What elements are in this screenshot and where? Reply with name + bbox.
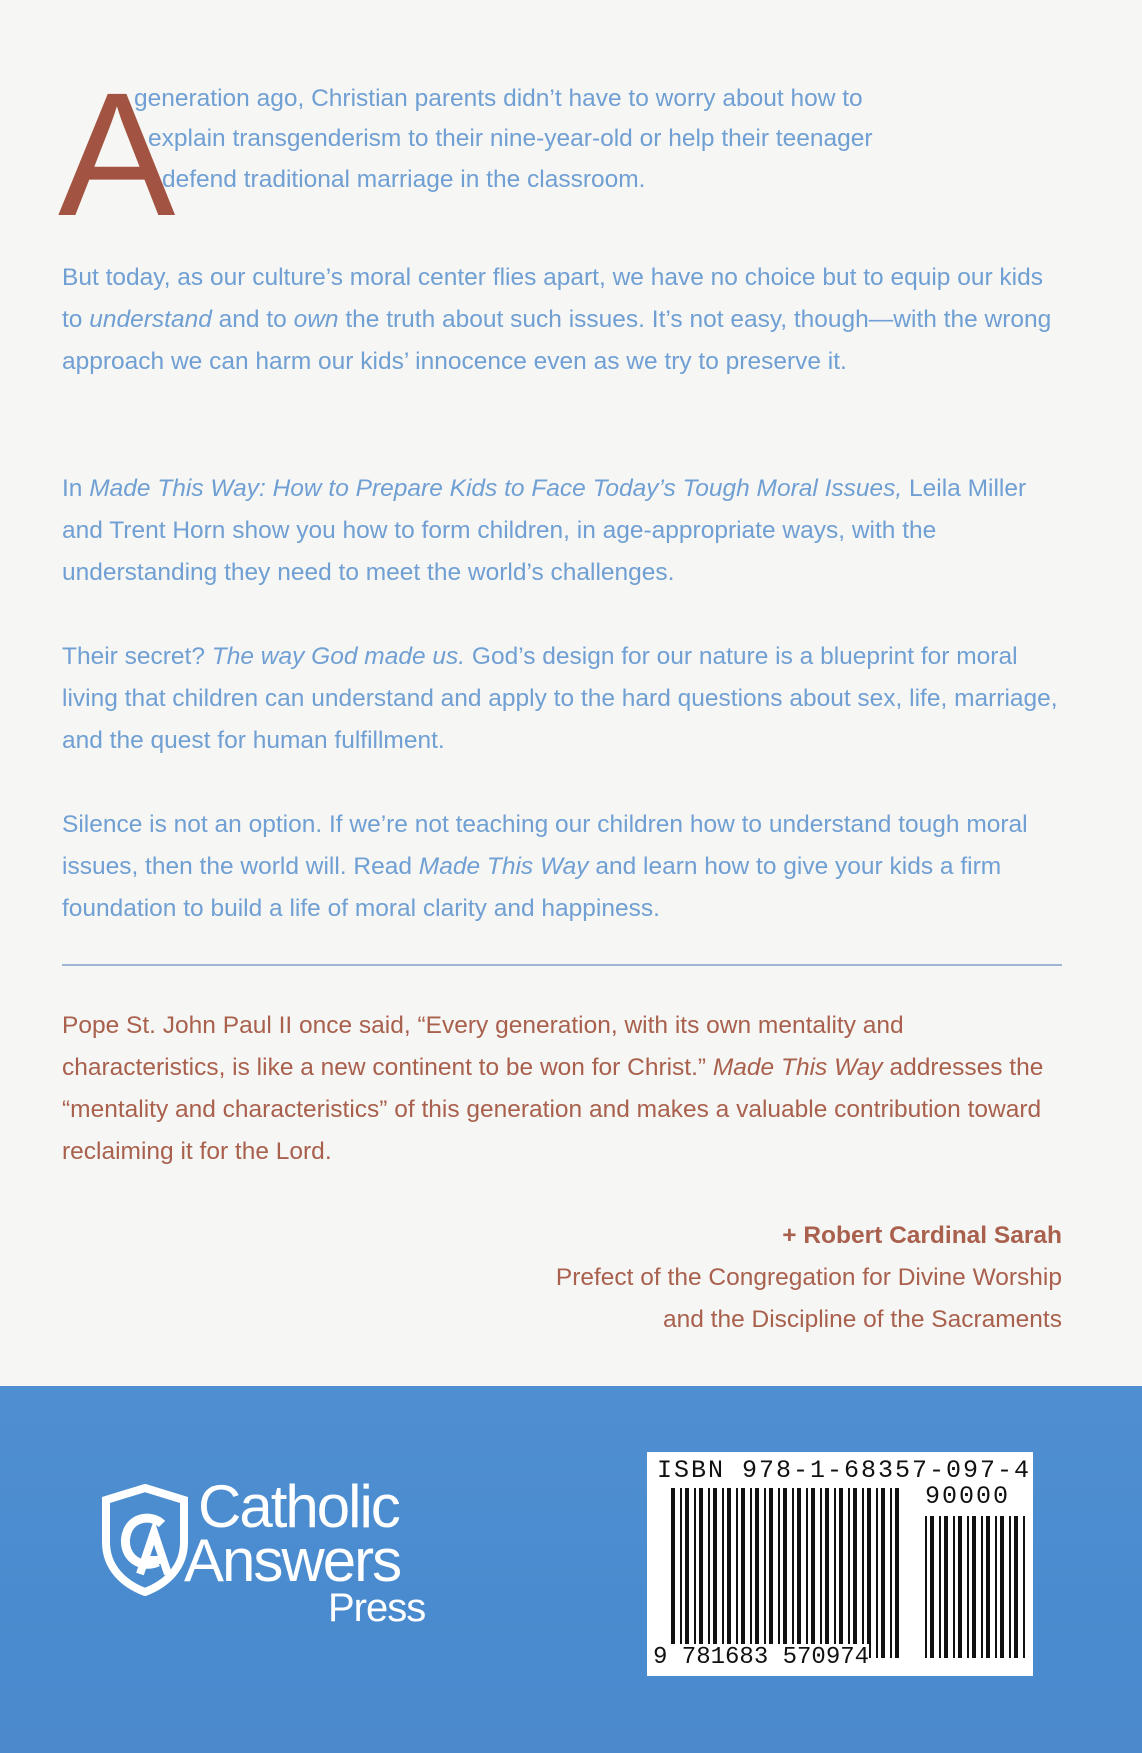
barcode-bar	[764, 1488, 766, 1658]
barcode-bar	[797, 1488, 801, 1658]
barcode-bar	[694, 1488, 696, 1658]
barcode-bar	[680, 1488, 682, 1658]
barcode-bar	[699, 1488, 703, 1658]
endorser-title-2: and the Discipline of the Sacraments	[662, 1306, 1062, 1333]
barcode-bar	[986, 1516, 990, 1658]
barcode-bar	[708, 1488, 710, 1658]
barcode-bar	[953, 1516, 955, 1658]
barcode-bar	[890, 1488, 892, 1658]
barcode-bar	[806, 1488, 808, 1658]
barcode-bar	[713, 1488, 717, 1658]
barcode-bar	[958, 1516, 962, 1658]
barcode-bar	[862, 1488, 864, 1658]
shield-logo-icon	[100, 1484, 190, 1596]
endorser-name: + Robert Cardinal Sarah	[782, 1222, 1062, 1249]
barcode-bar	[995, 1516, 997, 1658]
barcode-bar	[685, 1488, 689, 1658]
barcode-bar	[736, 1488, 738, 1658]
barcode-bar	[783, 1488, 787, 1658]
intro-line-2: explain transgenderism to their nine-year-old or help their teenager	[148, 125, 873, 152]
barcode-bar	[925, 1516, 927, 1658]
endorsement-quote: Pope St. John Paul II once said, “Every generation, with its own mentality and characteristics, is like a new continent to be won for Christ.” Made This Way addresses the “mentality and characteristics” of this generation and makes a valuable contribution toward reclaiming it for the Lord.	[62, 1012, 1044, 1165]
barcode-bar	[848, 1488, 850, 1658]
barcode-bar	[981, 1516, 983, 1658]
barcode-bar	[825, 1488, 829, 1658]
barcode-bar	[769, 1488, 773, 1658]
endorser-title-1: Prefect of the Congregation for Divine Worship	[555, 1264, 1062, 1291]
barcode-bar	[876, 1488, 878, 1658]
publisher-logo	[100, 1473, 460, 1650]
barcode-bar	[853, 1488, 857, 1658]
barcode-bar	[867, 1488, 871, 1658]
barcode-bar	[727, 1488, 731, 1658]
logo-text-press: Press	[328, 1586, 426, 1630]
barcode-digits: 9 781683 570974	[653, 1644, 870, 1671]
barcode-bar	[881, 1488, 885, 1658]
barcode-bar	[755, 1488, 759, 1658]
barcode-bar	[792, 1488, 794, 1658]
barcode-bar	[839, 1488, 843, 1658]
barcode-bar	[1023, 1516, 1025, 1658]
barcode-bar	[939, 1516, 941, 1658]
paragraph-book-intro: In Made This Way: How to Prepare Kids to Face Today’s Tough Moral Issues, Leila Miller and Trent Horn show you how to form children, in age-appropriate ways, with the understanding they need to meet the world’s challenges.	[62, 475, 1027, 586]
logo-text-catholic: Catholic	[198, 1473, 399, 1540]
barcode-bar	[967, 1516, 969, 1658]
barcode-bar	[895, 1488, 899, 1658]
logo-text-answers: Answers	[184, 1527, 401, 1594]
barcode-bar	[944, 1516, 948, 1658]
price-code: 90000	[925, 1482, 1011, 1511]
barcode-bar	[1014, 1516, 1018, 1658]
isbn-barcode	[647, 1452, 1033, 1676]
barcode-bar	[671, 1488, 675, 1658]
barcode-bar	[811, 1488, 815, 1658]
drop-cap: A	[58, 57, 176, 253]
intro-line-3: defend traditional marriage in the classroom.	[162, 166, 646, 193]
intro-line-1: generation ago, Christian parents didn’t have to worry about how to	[134, 85, 863, 112]
intro-paragraph	[58, 57, 1062, 253]
barcode-bar	[1009, 1516, 1011, 1658]
barcode-bar	[972, 1516, 976, 1658]
paragraph-silence: Silence is not an option. If we’re not teaching our children how to understand tough moral issues, then the world will. Read Made This Way and learn how to give your kids a firm foundation to build a life of moral clarity and happiness.	[62, 811, 1028, 922]
isbn-text: ISBN 978-1-68357-097-4	[657, 1456, 1032, 1485]
section-divider	[62, 964, 1062, 966]
barcode-bar	[750, 1488, 752, 1658]
barcode-bar	[930, 1516, 934, 1658]
barcode-bar	[778, 1488, 780, 1658]
barcode-bar	[741, 1488, 745, 1658]
barcode-bar	[722, 1488, 724, 1658]
barcode-bar	[834, 1488, 836, 1658]
barcode-bars	[647, 1452, 1033, 1676]
barcode-bar	[1000, 1516, 1004, 1658]
paragraph-today: But today, as our culture’s moral center flies apart, we have no choice but to equip our kids to understand and to own the truth about such issues. It’s not easy, though—with the wrong approach we can harm our kids’ innocence even as we try to preserve it.	[62, 264, 1052, 375]
paragraph-secret: Their secret? The way God made us. God’s design for our nature is a blueprint for moral living that children can understand and apply to the hard questions about sex, life, marriage, and the quest for human fulfillment.	[62, 643, 1058, 754]
barcode-bar	[820, 1488, 822, 1658]
